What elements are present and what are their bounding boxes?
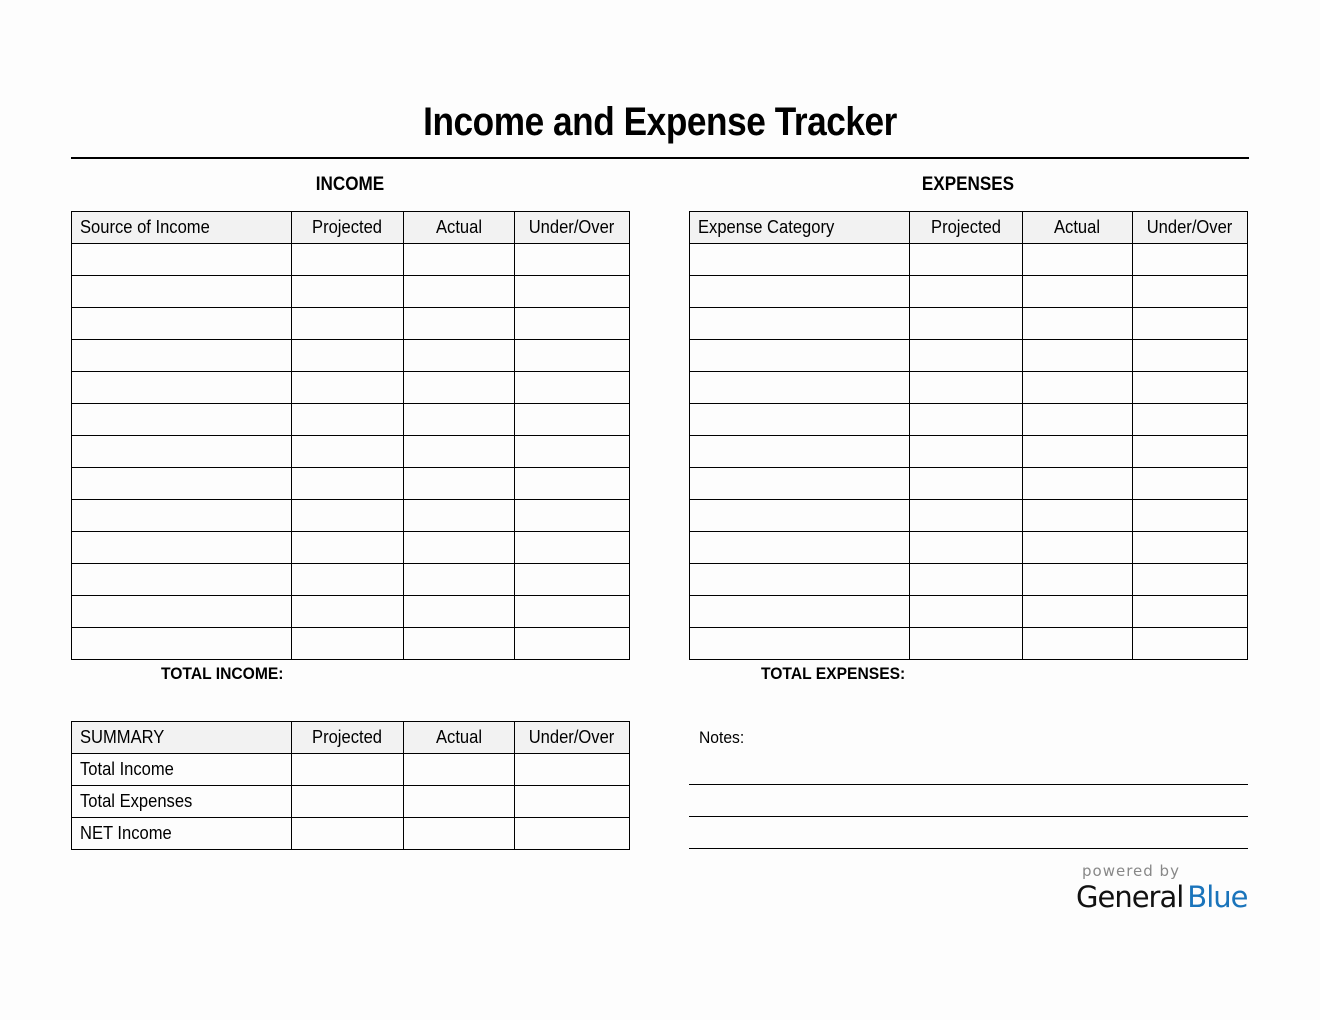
income-projected-cell[interactable]	[292, 276, 404, 308]
expenses-row	[690, 436, 1248, 468]
summary-header-row	[72, 722, 630, 754]
brand-blue: Blue	[1187, 880, 1248, 914]
income-name-cell[interactable]	[72, 308, 292, 340]
expenses-actual-cell[interactable]	[1023, 244, 1133, 276]
expenses-row	[690, 340, 1248, 372]
expenses-actual-cell[interactable]	[1023, 276, 1133, 308]
income-under-over-cell[interactable]	[515, 500, 630, 532]
income-projected-cell[interactable]	[292, 500, 404, 532]
income-row	[72, 500, 630, 532]
expenses-table	[689, 211, 1248, 660]
generalblue-logo	[1076, 880, 1247, 914]
income-row	[72, 596, 630, 628]
expenses-name-cell[interactable]	[690, 596, 910, 628]
expenses-row	[690, 564, 1248, 596]
income-col-under-over: Under/Over	[515, 212, 630, 244]
expenses-under-over-cell[interactable]	[1133, 308, 1248, 340]
income-projected-cell[interactable]	[292, 372, 404, 404]
summary-projected-cell[interactable]	[292, 786, 404, 818]
expenses-row	[690, 532, 1248, 564]
summary-under-over-cell[interactable]	[515, 754, 630, 786]
income-actual-cell[interactable]	[404, 308, 515, 340]
expenses-col-category: Expense Category	[690, 212, 910, 244]
income-actual-cell[interactable]	[404, 564, 515, 596]
expenses-under-over-cell[interactable]	[1133, 372, 1248, 404]
income-name-cell[interactable]	[72, 500, 292, 532]
income-under-over-cell[interactable]	[515, 468, 630, 500]
income-under-over-cell[interactable]	[515, 244, 630, 276]
expenses-under-over-cell[interactable]	[1133, 500, 1248, 532]
income-projected-cell[interactable]	[292, 436, 404, 468]
notes-line[interactable]	[689, 816, 1248, 817]
income-under-over-cell[interactable]	[515, 404, 630, 436]
income-projected-cell[interactable]	[292, 244, 404, 276]
income-name-cell[interactable]	[72, 340, 292, 372]
income-projected-cell[interactable]	[292, 564, 404, 596]
income-row	[72, 436, 630, 468]
expenses-actual-cell[interactable]	[1023, 372, 1133, 404]
income-row	[72, 532, 630, 564]
expenses-actual-cell[interactable]	[1023, 596, 1133, 628]
income-projected-cell[interactable]	[292, 596, 404, 628]
expenses-under-over-cell[interactable]	[1133, 468, 1248, 500]
brand-general: General	[1076, 880, 1184, 914]
expenses-name-cell[interactable]	[690, 276, 910, 308]
income-name-cell[interactable]	[72, 244, 292, 276]
summary-actual-cell[interactable]	[404, 786, 515, 818]
income-under-over-cell[interactable]	[515, 532, 630, 564]
income-row	[72, 276, 630, 308]
summary-label: NET Income	[72, 818, 292, 850]
notes-label: Notes:	[699, 728, 745, 747]
income-col-source: Source of Income	[72, 212, 292, 244]
income-row	[72, 628, 630, 660]
expenses-under-over-cell[interactable]	[1133, 628, 1248, 660]
expenses-name-cell[interactable]	[690, 564, 910, 596]
income-actual-cell[interactable]	[404, 404, 515, 436]
title-divider	[71, 157, 1249, 159]
summary-row-total-income	[72, 754, 630, 786]
expenses-projected-cell[interactable]	[910, 564, 1023, 596]
expenses-col-actual: Actual	[1023, 212, 1133, 244]
expenses-col-under-over: Under/Over	[1133, 212, 1248, 244]
expenses-actual-cell[interactable]	[1023, 500, 1133, 532]
summary-label: Total Income	[72, 754, 292, 786]
expenses-actual-cell[interactable]	[1023, 468, 1133, 500]
income-name-cell[interactable]	[72, 564, 292, 596]
income-projected-cell[interactable]	[292, 308, 404, 340]
expenses-projected-cell[interactable]	[910, 500, 1023, 532]
summary-col-label: SUMMARY	[72, 722, 292, 754]
income-actual-cell[interactable]	[404, 340, 515, 372]
summary-under-over-cell[interactable]	[515, 786, 630, 818]
expenses-header-row	[690, 212, 1248, 244]
income-name-cell[interactable]	[72, 468, 292, 500]
income-section-title: INCOME	[315, 174, 385, 195]
expenses-name-cell[interactable]	[690, 628, 910, 660]
summary-projected-cell[interactable]	[292, 754, 404, 786]
expenses-projected-cell[interactable]	[910, 372, 1023, 404]
expenses-projected-cell[interactable]	[910, 308, 1023, 340]
expenses-row	[690, 500, 1248, 532]
expenses-projected-cell[interactable]	[910, 276, 1023, 308]
income-name-cell[interactable]	[72, 372, 292, 404]
expenses-projected-cell[interactable]	[910, 244, 1023, 276]
expenses-projected-cell[interactable]	[910, 628, 1023, 660]
income-under-over-cell[interactable]	[515, 628, 630, 660]
income-projected-cell[interactable]	[292, 468, 404, 500]
expenses-name-cell[interactable]	[690, 372, 910, 404]
expenses-under-over-cell[interactable]	[1133, 596, 1248, 628]
summary-col-projected: Projected	[292, 722, 404, 754]
income-name-cell[interactable]	[72, 596, 292, 628]
total-income-label: TOTAL INCOME:	[161, 664, 284, 683]
expenses-actual-cell[interactable]	[1023, 564, 1133, 596]
expenses-name-cell[interactable]	[690, 404, 910, 436]
income-row	[72, 564, 630, 596]
income-row	[72, 244, 630, 276]
summary-row-total-expenses	[72, 786, 630, 818]
income-under-over-cell[interactable]	[515, 340, 630, 372]
income-name-cell[interactable]	[72, 276, 292, 308]
expenses-name-cell[interactable]	[690, 468, 910, 500]
expenses-projected-cell[interactable]	[910, 596, 1023, 628]
income-under-over-cell[interactable]	[515, 564, 630, 596]
expenses-projected-cell[interactable]	[910, 468, 1023, 500]
expenses-row	[690, 404, 1248, 436]
expenses-under-over-cell[interactable]	[1133, 532, 1248, 564]
income-projected-cell[interactable]	[292, 340, 404, 372]
income-under-over-cell[interactable]	[515, 276, 630, 308]
expenses-actual-cell[interactable]	[1023, 628, 1133, 660]
summary-col-under-over: Under/Over	[515, 722, 630, 754]
income-actual-cell[interactable]	[404, 532, 515, 564]
income-header-row	[72, 212, 630, 244]
income-actual-cell[interactable]	[404, 628, 515, 660]
expenses-projected-cell[interactable]	[910, 340, 1023, 372]
income-projected-cell[interactable]	[292, 404, 404, 436]
expenses-under-over-cell[interactable]	[1133, 436, 1248, 468]
income-actual-cell[interactable]	[404, 436, 515, 468]
income-actual-cell[interactable]	[404, 276, 515, 308]
expenses-col-projected: Projected	[910, 212, 1023, 244]
income-actual-cell[interactable]	[404, 244, 515, 276]
income-actual-cell[interactable]	[404, 500, 515, 532]
income-name-cell[interactable]	[72, 404, 292, 436]
income-name-cell[interactable]	[72, 436, 292, 468]
income-under-over-cell[interactable]	[515, 596, 630, 628]
expenses-under-over-cell[interactable]	[1133, 564, 1248, 596]
page-title: Income and Expense Tracker	[423, 100, 897, 144]
expenses-name-cell[interactable]	[690, 500, 910, 532]
expenses-under-over-cell[interactable]	[1133, 340, 1248, 372]
expenses-row	[690, 276, 1248, 308]
income-name-cell[interactable]	[72, 628, 292, 660]
expenses-row	[690, 308, 1248, 340]
summary-projected-cell[interactable]	[292, 818, 404, 850]
expenses-row	[690, 372, 1248, 404]
income-col-projected: Projected	[292, 212, 404, 244]
income-under-over-cell[interactable]	[515, 436, 630, 468]
income-actual-cell[interactable]	[404, 372, 515, 404]
summary-col-actual: Actual	[404, 722, 515, 754]
income-under-over-cell[interactable]	[515, 372, 630, 404]
expenses-under-over-cell[interactable]	[1133, 244, 1248, 276]
expenses-projected-cell[interactable]	[910, 532, 1023, 564]
expenses-row	[690, 628, 1248, 660]
expenses-actual-cell[interactable]	[1023, 340, 1133, 372]
total-expenses-label: TOTAL EXPENSES:	[761, 664, 906, 683]
expenses-section-title: EXPENSES	[921, 174, 1015, 195]
powered-by-text: powered by	[1082, 862, 1180, 880]
summary-under-over-cell[interactable]	[515, 818, 630, 850]
expenses-under-over-cell[interactable]	[1133, 404, 1248, 436]
summary-row-net-income	[72, 818, 630, 850]
income-row	[72, 404, 630, 436]
expenses-actual-cell[interactable]	[1023, 308, 1133, 340]
income-table	[71, 211, 630, 660]
income-projected-cell[interactable]	[292, 628, 404, 660]
income-row	[72, 340, 630, 372]
expenses-projected-cell[interactable]	[910, 404, 1023, 436]
expenses-row	[690, 596, 1248, 628]
notes-line[interactable]	[689, 848, 1248, 849]
expenses-name-cell[interactable]	[690, 340, 910, 372]
income-actual-cell[interactable]	[404, 468, 515, 500]
income-actual-cell[interactable]	[404, 596, 515, 628]
income-row	[72, 308, 630, 340]
expenses-name-cell[interactable]	[690, 308, 910, 340]
summary-actual-cell[interactable]	[404, 818, 515, 850]
income-name-cell[interactable]	[72, 532, 292, 564]
expenses-row	[690, 244, 1248, 276]
expenses-actual-cell[interactable]	[1023, 404, 1133, 436]
summary-actual-cell[interactable]	[404, 754, 515, 786]
income-col-actual: Actual	[404, 212, 515, 244]
income-row	[72, 468, 630, 500]
summary-table	[71, 721, 630, 850]
income-projected-cell[interactable]	[292, 532, 404, 564]
expenses-name-cell[interactable]	[690, 244, 910, 276]
summary-label: Total Expenses	[72, 786, 292, 818]
expenses-row	[690, 468, 1248, 500]
expenses-name-cell[interactable]	[690, 532, 910, 564]
notes-line[interactable]	[689, 784, 1248, 785]
expenses-name-cell[interactable]	[690, 436, 910, 468]
expenses-actual-cell[interactable]	[1023, 532, 1133, 564]
expenses-projected-cell[interactable]	[910, 436, 1023, 468]
expenses-under-over-cell[interactable]	[1133, 276, 1248, 308]
income-under-over-cell[interactable]	[515, 308, 630, 340]
income-row	[72, 372, 630, 404]
expenses-actual-cell[interactable]	[1023, 436, 1133, 468]
